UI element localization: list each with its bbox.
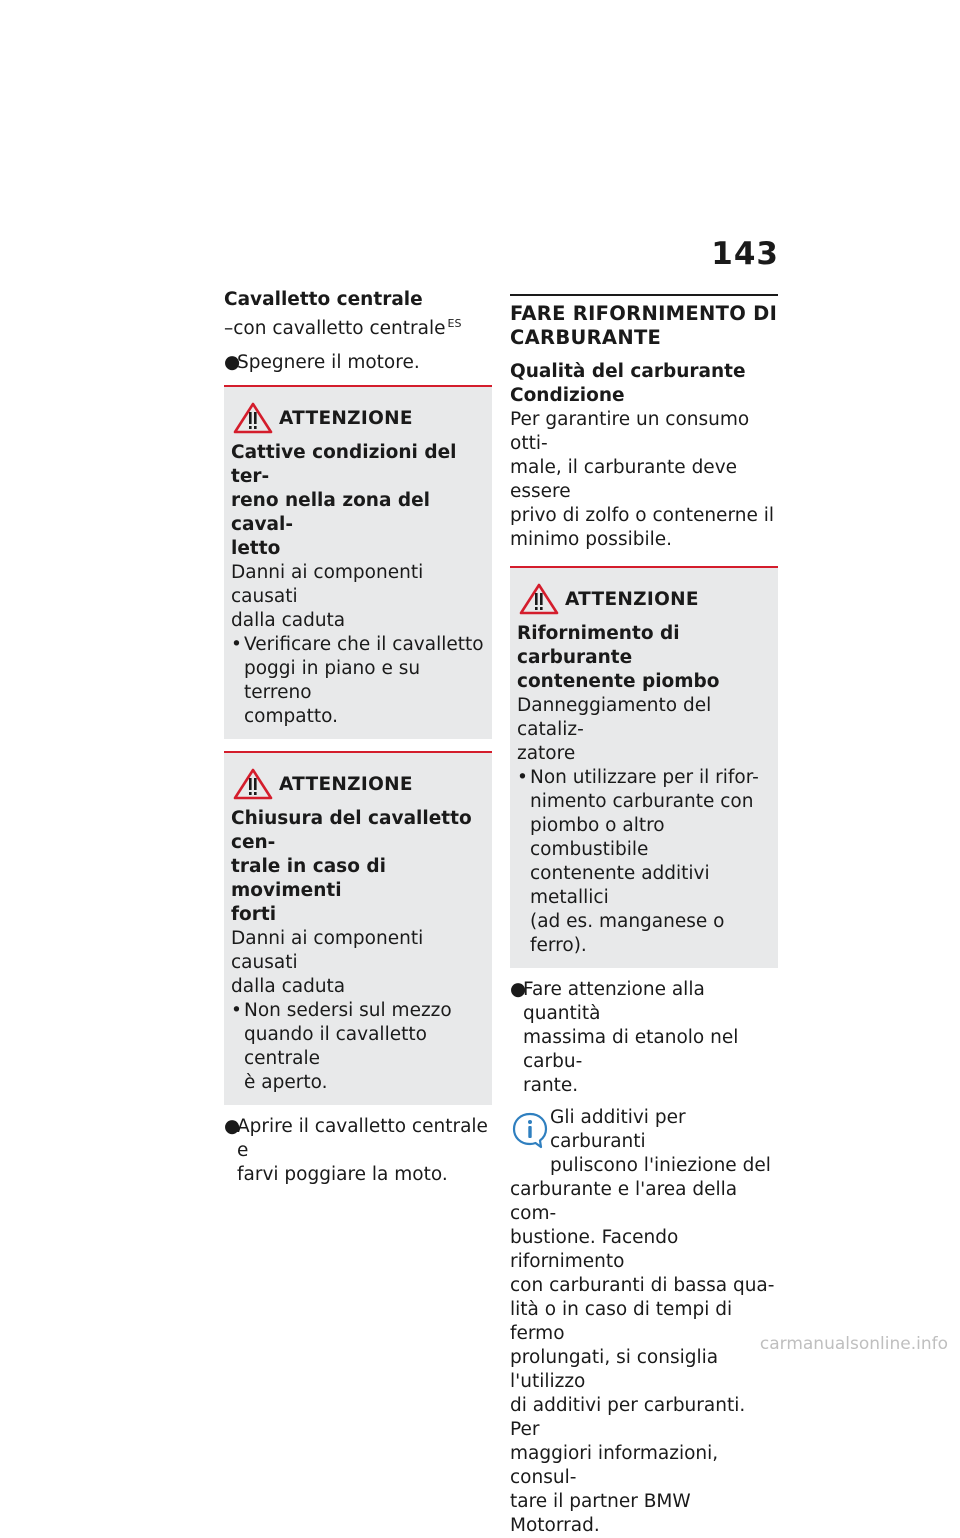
variant-note: –con cavalletto centrale $^{ES}$ [224, 317, 462, 339]
warning-measure-line: piombo o altro combustibile [530, 815, 665, 860]
right-column [510, 288, 778, 1538]
warning-measure-line: compatto. [244, 706, 338, 727]
warning-cause-line: forti [231, 904, 277, 925]
section-rule [510, 294, 778, 350]
warning-title: ATTENZIONE [279, 773, 413, 795]
condition-line: privo di zolfo o contenerne il [510, 505, 774, 526]
warning-title: ATTENZIONE [279, 407, 413, 429]
info-icon [510, 1110, 550, 1150]
condition-label: Condizione [510, 385, 625, 406]
info-line: lità o in caso di tempi di fermo [510, 1299, 733, 1344]
warning-box-3 [510, 566, 778, 968]
step-etanolo-line: massima di etanolo nel carbu- [523, 1027, 739, 1072]
condition-line: male, il carburante deve essere [510, 457, 738, 502]
step-etanolo: ● Fare attenzione alla quantità [510, 979, 705, 1024]
warning-cause-line: letto [231, 538, 281, 559]
warning-measure-line: poggi in piano e su terreno [244, 658, 421, 703]
warning-effect-line: zatore [517, 743, 576, 764]
warning-measure-line: contenente additivi metallici [530, 863, 710, 908]
info-line: bustione. Facendo rifornimento [510, 1227, 679, 1272]
section-title: FARE RIFORNIMENTO DI [510, 302, 778, 325]
step-etanolo-line: rante. [523, 1075, 579, 1096]
step-aprire-line: farvi poggiare la moto. [237, 1164, 448, 1185]
warning-cause-line: trale in caso di movimenti [231, 856, 386, 901]
warning-cause-line: Chiusura del cavalletto cen- [231, 808, 472, 853]
warning-cause-line: contenente piombo [517, 671, 720, 692]
warning-measure-line: nimento carburante con [530, 791, 754, 812]
warning-cause-line: reno nella zona del caval- [231, 490, 431, 535]
warning-effect-line: dalla caduta [231, 976, 346, 997]
subheading-qualita: Qualità del carburante [510, 361, 746, 382]
info-line: Gli additivi per carburanti [550, 1107, 686, 1152]
warning-effect-line: Danni ai componenti causati [231, 928, 424, 973]
info-note [510, 1106, 778, 1538]
section-title: CARBURANTE [510, 326, 662, 349]
warning-measure-line: (ad es. manganese o ferro). [530, 911, 725, 956]
warning-measure: • Verificare che il cavalletto [231, 634, 484, 655]
info-line: con carburanti di bassa qua- [510, 1275, 775, 1296]
warning-title: ATTENZIONE [565, 588, 699, 610]
warning-effect-line: Danneggiamento del cataliz- [517, 695, 712, 740]
warning-effect-line: Danni ai componenti causati [231, 562, 424, 607]
footer-watermark: carmanualsonline.info [759, 1334, 948, 1354]
variant-sup: ES [447, 317, 462, 330]
step-spegnere: ● Spegnere il motore. [224, 352, 420, 373]
warning-measure-line: quando il cavalletto centrale [244, 1024, 427, 1069]
warning-triangle-icon [231, 401, 275, 435]
info-line: maggiori informazioni, consul- [510, 1443, 719, 1488]
info-line: di additivi per carburanti. Per [510, 1395, 746, 1440]
warning-cause-line: Cattive condizioni del ter- [231, 442, 457, 487]
warning-effect-line: dalla caduta [231, 610, 346, 631]
condition-line: Per garantire un consumo otti- [510, 409, 750, 454]
info-line: puliscono l'iniezione del [550, 1155, 771, 1176]
warning-box-1 [224, 385, 492, 739]
step-aprire: ● Aprire il cavalletto centrale e [224, 1116, 488, 1161]
info-line: tare il partner BMW Motorrad. [510, 1491, 691, 1536]
warning-cause-line: Rifornimento di carburante [517, 623, 680, 668]
page-number: 143 [711, 236, 779, 272]
warning-triangle-icon [231, 767, 275, 801]
warning-triangle-icon [517, 582, 561, 616]
warning-measure-line: è aperto. [244, 1072, 328, 1093]
condition-line: minimo possibile. [510, 529, 673, 550]
info-line: prolungati, si consiglia l'utilizzo [510, 1347, 719, 1392]
warning-measure: • Non sedersi sul mezzo [231, 1000, 452, 1021]
heading-cavalletto: Cavalletto centrale [224, 289, 423, 310]
info-line: carburante e l'area della com- [510, 1179, 738, 1224]
warning-box-2 [224, 751, 492, 1105]
warning-measure: • Non utilizzare per il rifor- [517, 767, 759, 788]
left-column [224, 288, 492, 1187]
